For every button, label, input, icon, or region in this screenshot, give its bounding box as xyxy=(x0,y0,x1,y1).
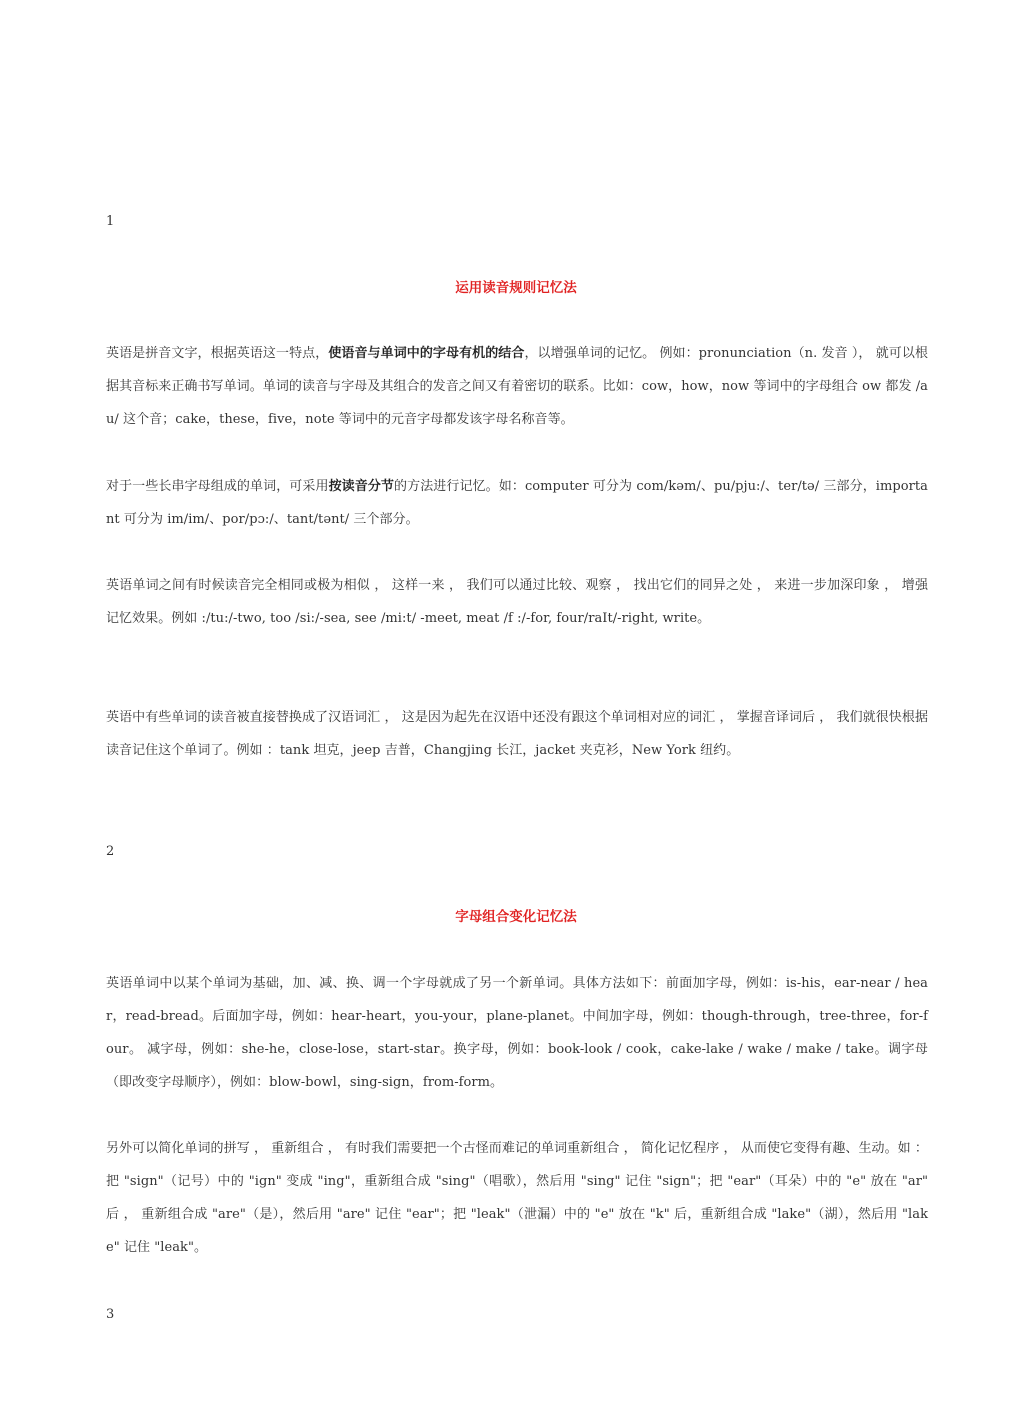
paragraph: 英语单词之间有时候读音完全相同或极为相似 ， 这样一来 ， 我们可以通过比较、观察 ， 找出它们的同异之处 ， 来进一步加深印象 ， 增强记忆效果。例如 :/tu:/-two, too /si:/-sea, see /mi:t/ -meet, meat /f :/-for, four/raIt/-right, write。 xyxy=(106,578,928,626)
bold-phrase: 使语音与单词中的字母有机的结合 xyxy=(328,346,525,361)
paragraph-text: ，以增强单词的记忆。 例如：pronunciation（n. 发音 ）， 就可以根据其音标来正确书写单词。单词的读音与字母及其组合的发音之间又有着密切的联系。比如：cow，how，now 等词中的字母组合 ow 都发 /au/ 这个音；cake，these，five，note 等词中的元音字母都发该字母名称音等。 xyxy=(106,346,928,427)
section-number: 1 xyxy=(106,214,115,229)
paragraph xyxy=(106,337,928,436)
paragraph-text: 的方法进行记忆。如：computer 可分为 com/kəm/、pu/pju:/、ter/tə/ 三部分，important 可分为 im/im/、por/pɔ:/、tant/tənt/ 三个部分。 xyxy=(106,479,928,527)
section-number: 3 xyxy=(106,1307,115,1322)
paragraph xyxy=(106,470,928,536)
section-title: 运用读音规则记忆法 xyxy=(455,280,577,296)
paragraph-text: 对于一些长串字母组成的单词，可采用 xyxy=(106,479,329,494)
paragraph-text: 英语是拼音文字，根据英语这一特点， xyxy=(106,346,329,361)
section-number: 2 xyxy=(106,844,115,859)
paragraph: 英语中有些单词的读音被直接替换成了汉语词汇 ， 这是因为起先在汉语中还没有跟这个单词相对应的词汇 ， 掌握音译词后 ， 我们就很快根据读音记住这个单词了。例如 ：tank 坦克，jeep 吉普，Changjing 长江，jacket 夹克衫，New York 纽约。 xyxy=(106,710,928,758)
paragraph: 另外可以简化单词的拼写 ， 重新组合 ， 有时我们需要把一个古怪而难记的单词重新组合 ， 简化记忆程序 ， 从而使它变得有趣、生动。如 ： 把 "sign"（记号）中的 "ign" 变成 "ing"，重新组合成 "sing"（唱歌），然后用 "sing" 记住 "sign"；把 "ear"（耳朵）中的 "e" 放在 "ar" 后 ， 重新组合成 "are"（是），然后用 "are" 记住 "ear"；把 "leak"（泄漏）中的 "e" 放在 "k" 后，重新组合成 "lake"（湖），然后用 "lake" 记住 "leak"。 xyxy=(106,1141,928,1255)
section-title: 字母组合变化记忆法 xyxy=(455,909,577,925)
bold-phrase: 按读音分节 xyxy=(328,479,395,494)
paragraph: 英语单词中以某个单词为基础，加、减、换、调一个字母就成了另一个新单词。具体方法如下：前面加字母，例如：is-his，ear-near / hear，read-bread。后面加字母，例如：hear-heart，you-your，plane-planet。中间加字母，例如：though-through，tree-three，for-four。 减字母，例如：she-he，close-lose，start-star。换字母，例如：book-look / cook，cake-lake / wake / make / take。调字母（即改变字母顺序），例如：blow-bowl，sing-sign，from-form。 xyxy=(106,976,928,1090)
